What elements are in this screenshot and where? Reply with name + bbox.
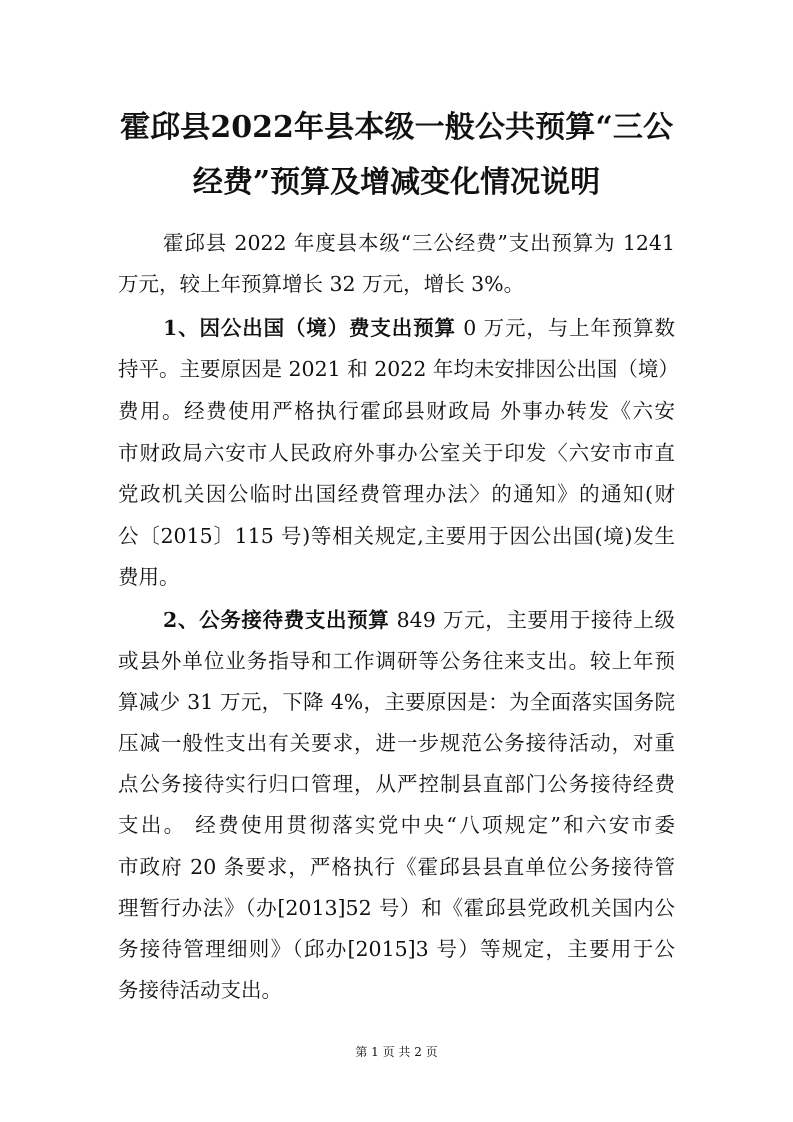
line-text: 压减一般性支出有关要求，进一步规范公务接待活动，对重 — [118, 731, 675, 755]
line-text: 费用。 — [118, 565, 180, 589]
document-title-line1: 霍邱县2022年县本级一般公共预算“三公 — [120, 110, 673, 145]
line-text: 务接待管理细则》（邱办[2015]3 号）等规定，主要用于公 — [118, 937, 675, 961]
line-text: 万元，较上年预算增长 32 万元，增长 3%。 — [118, 272, 525, 296]
line-text: 市政府 20 条要求，严格执行《霍邱县县直单位公务接待管 — [118, 855, 675, 879]
line-text: 霍邱县 2022 年度县本级“三公经费”支出预算为 1241 — [163, 231, 675, 255]
paragraph-3-line — [118, 682, 675, 723]
line-text: 市财政局六安市人民政府外事办公室关于印发〈六安市市直 — [118, 441, 675, 465]
paragraph-2-line — [118, 516, 675, 557]
paragraph-2-line — [118, 391, 675, 432]
line-text: 党政机关因公临时出国经费管理办法〉的通知》的通知(财 — [118, 482, 675, 506]
line-text: 0 万元，与上年预算数 — [455, 316, 676, 340]
paragraph-3-line — [118, 641, 675, 682]
document-title-line2: 经费”预算及增减变化情况说明 — [192, 165, 601, 200]
paragraph-3-line — [163, 600, 675, 641]
line-text: 849 万元，主要用于接待上级 — [389, 608, 675, 632]
paragraph-2-line — [118, 349, 679, 390]
paragraph-3-line — [118, 805, 675, 846]
line-text: 支出。 经费使用贯彻落实党中央“八项规定”和六安市委 — [118, 813, 675, 837]
line-text: 理暂行办法》（办[2013]52 号）和《霍邱县党政机关国内公 — [118, 896, 675, 920]
line-text: 持平。主要原因是 2021 和 2022 年均未安排因公出国（境） — [118, 357, 679, 381]
paragraph-3-line — [118, 929, 675, 970]
paragraph-3-line — [118, 723, 675, 764]
paragraph-2-line — [118, 433, 675, 474]
section-heading: 1、因公出国（境）费支出预算 — [163, 316, 456, 340]
paragraph-3-line — [118, 888, 675, 929]
paragraph-2-line — [118, 557, 675, 598]
paragraph-2-line — [118, 474, 675, 515]
line-text: 点公务接待实行归口管理，从严控制县直部门公务接待经费 — [118, 772, 675, 796]
page-footer: 第 1 页 共 2 页 — [355, 1045, 438, 1059]
section-heading: 2、公务接待费支出预算 — [163, 608, 390, 632]
paragraph-1-line — [163, 223, 675, 264]
paragraph-3-line — [118, 764, 675, 805]
line-text: 算减少 31 万元，下降 4%，主要原因是：为全面落实国务院 — [118, 690, 675, 714]
line-text: 务接待活动支出。 — [118, 978, 282, 1002]
line-text: 费用。经费使用严格执行霍邱县财政局 外事办转发《六安 — [118, 399, 675, 423]
paragraph-1-line — [118, 264, 675, 305]
paragraph-3-line — [118, 847, 675, 888]
line-text: 或县外单位业务指导和工作调研等公务往来支出。较上年预 — [118, 649, 675, 673]
line-text: 公〔2015〕115 号)等相关规定,主要用于因公出国(境)发生 — [118, 524, 675, 548]
paragraph-2-line — [163, 308, 675, 349]
paragraph-3-line — [118, 970, 675, 1011]
